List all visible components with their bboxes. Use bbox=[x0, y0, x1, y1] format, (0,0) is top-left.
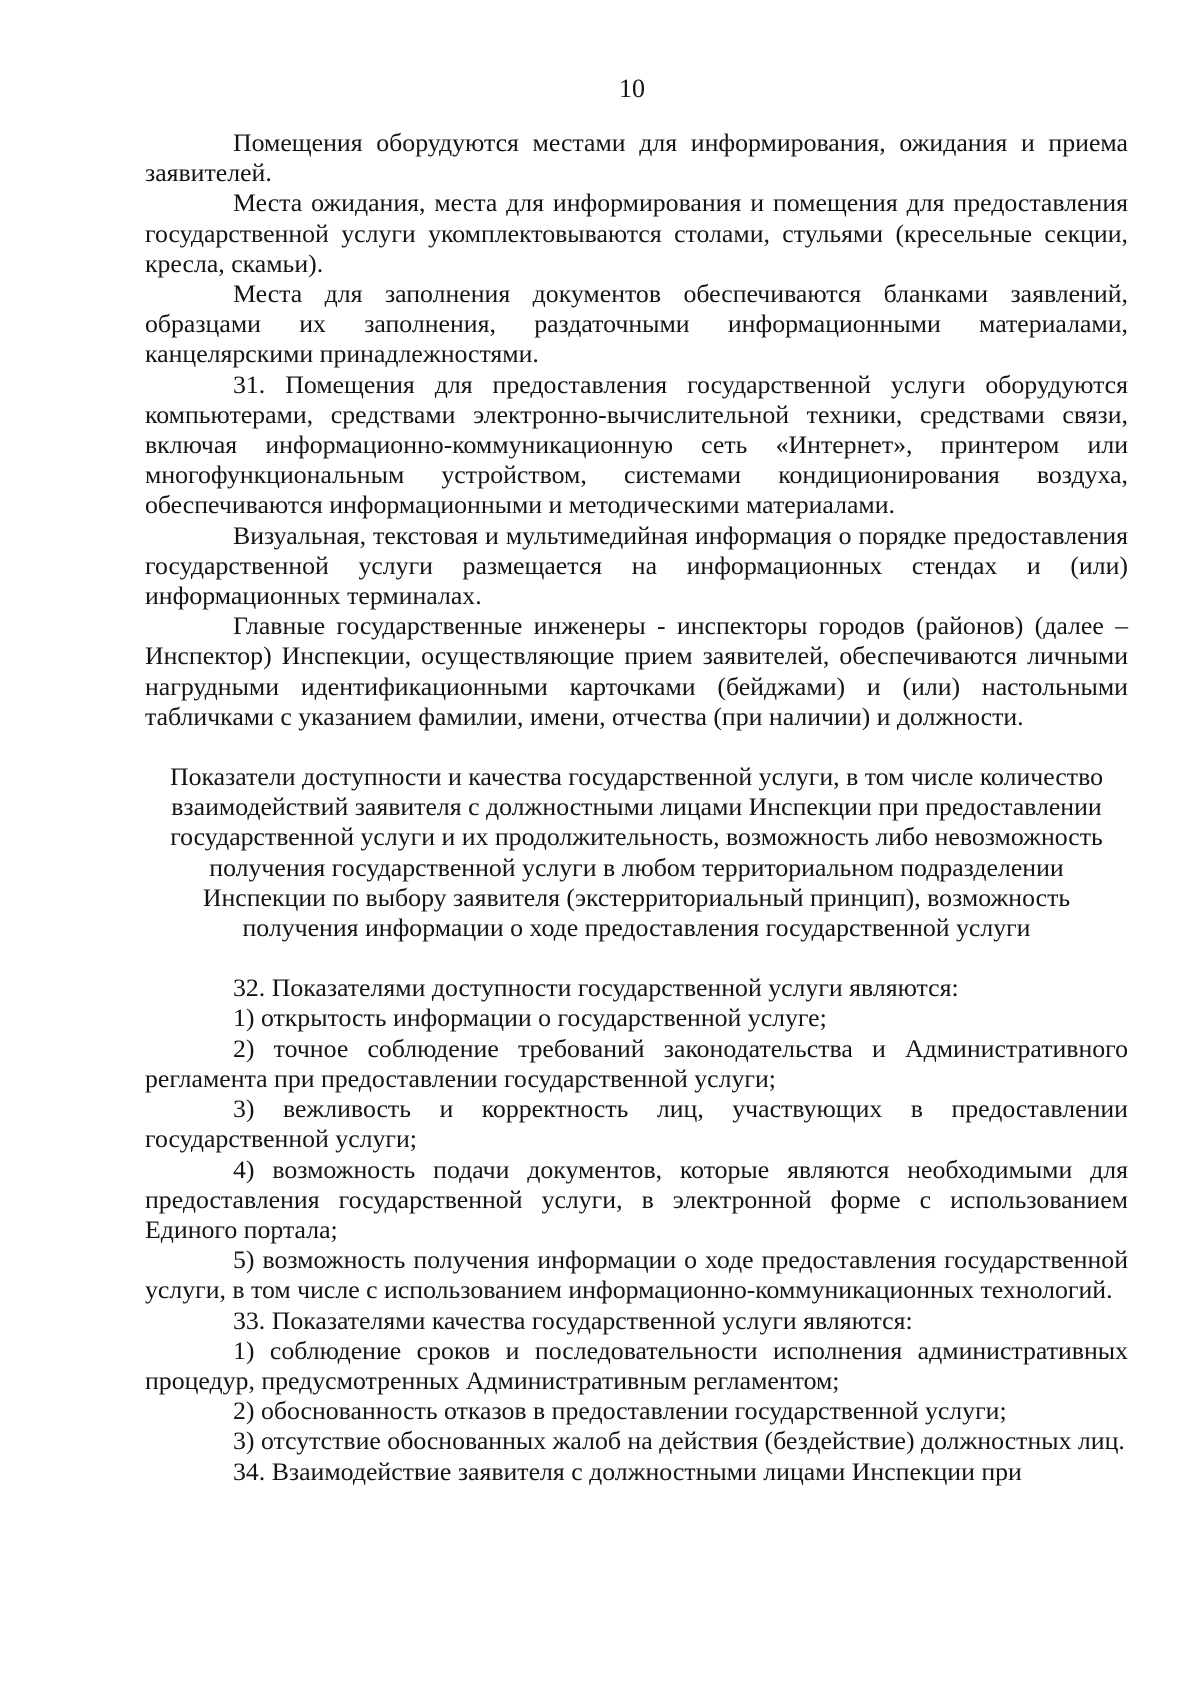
list-item: 2) обоснованность отказов в предоставлении государственной услуги; bbox=[233, 1396, 1007, 1426]
list-item: 1) открытость информации о государственной услуге; bbox=[233, 1003, 827, 1033]
paragraph: 34. Взаимодействие заявителя с должностными лицами Инспекции при bbox=[233, 1456, 1022, 1486]
list-item: 4) возможность подачи документов, которые являются необходимыми для предоставления государственной услуги, в электронной форме с использованием Единого портала; bbox=[145, 1154, 1128, 1244]
paragraph: Главные государственные инженеры - инспекторы городов (районов) (далее – Инспектор) Инспекции, осуществляющие прием заявителей, обеспечиваются личными нагрудными идентификационными карточками (бейджами) и (или) настольными табличками с указанием фамилии, имени, отчества (при наличии) и должности. bbox=[145, 611, 1128, 731]
list-item: 2) точное соблюдение требований законодательства и Административного регламента при предоставлении государственной услуги; bbox=[145, 1033, 1128, 1093]
paragraph: 33. Показателями качества государственной услуги являются: bbox=[233, 1305, 913, 1335]
section-heading: Показатели доступности и качества государственной услуги, в том числе количество взаимодействий заявителя с должностными лицами Инспекции при предоставлении государственной услуги и их продолжительность, возможность либо невозможность получения государственной услуги в любом территориальном подразделении Инспекции по выбору заявителя (экстерриториальный принцип), возможность получения информации о ходе предоставления государственной услуги bbox=[170, 762, 1103, 943]
list-item: 5) возможность получения информации о ходе предоставления государственной услуги, в том числе с использованием информационно-коммуникационных технологий. bbox=[145, 1245, 1128, 1305]
list-item: 3) вежливость и корректность лиц, участвующих в предоставлении государственной услуги; bbox=[145, 1094, 1128, 1154]
paragraph: Места для заполнения документов обеспечиваются бланками заявлений, образцами их заполнения, раздаточными информационными материалами, канцелярскими принадлежностями. bbox=[145, 279, 1128, 369]
document-body bbox=[145, 128, 1128, 1487]
page-number: 10 bbox=[619, 74, 645, 103]
paragraph: Визуальная, текстовая и мультимедийная информация о порядке предоставления государственной услуги размещается на информационных стендах и (или) информационных терминалах. bbox=[145, 520, 1128, 611]
paragraph: Места ожидания, места для информирования и помещения для предоставления государственной услуги укомплектовываются столами, стульями (кресельные секции, кресла, скамьи). bbox=[145, 188, 1128, 278]
paragraph: 32. Показателями доступности государственной услуги являются: bbox=[233, 973, 959, 1003]
list-item: 3) отсутствие обоснованных жалоб на действия (бездействие) должностных лиц. bbox=[233, 1426, 1125, 1456]
list-item: 1) соблюдение сроков и последовательности исполнения административных процедур, предусмотренных Административным регламентом; bbox=[145, 1335, 1128, 1395]
paragraph: Помещения оборудуются местами для информирования, ожидания и приема заявителей. bbox=[145, 128, 1128, 188]
paragraph: 31. Помещения для предоставления государственной услуги оборудуются компьютерами, средствами электронно-вычислительной техники, средствами связи, включая информационно-коммуникационную сеть «Интернет», принтером или многофункциональным устройством, системами кондиционирования воздуха, обеспечиваются информационными и методическими материалами. bbox=[145, 369, 1128, 520]
